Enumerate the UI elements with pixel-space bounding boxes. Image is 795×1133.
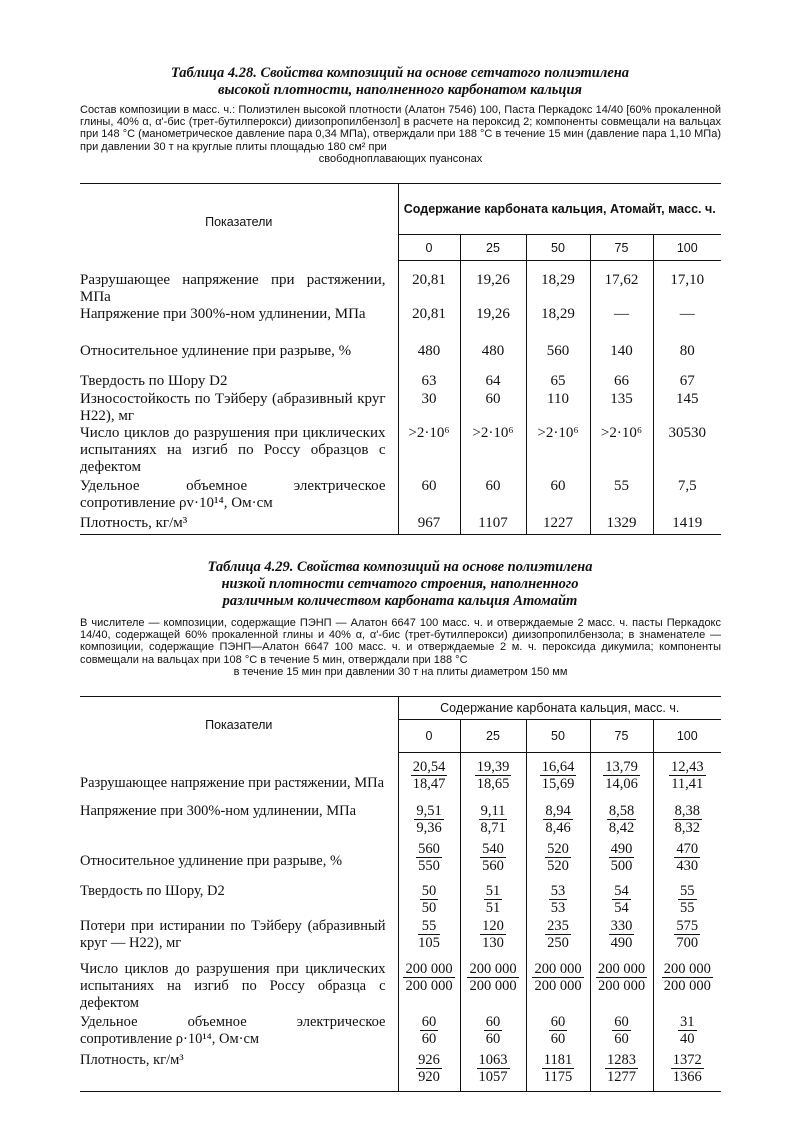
table1-cell: 60 (526, 478, 590, 515)
table1-cell: — (653, 306, 721, 343)
table1-cell: 18,29 (526, 306, 590, 343)
table2-numerator: 520 (547, 840, 569, 857)
table1-body (80, 261, 721, 535)
table2-denominator: 500 (610, 857, 633, 874)
table2-header-group: Содержание карбоната кальция, масс. ч. (398, 697, 721, 720)
table1-cell: 145 (653, 391, 721, 425)
table2-numerator: 235 (547, 917, 569, 934)
table2-numerator: 1181 (543, 1051, 573, 1068)
table1-cell: 1107 (460, 515, 526, 535)
table2-numerator: 575 (676, 917, 699, 934)
table2-cell (460, 883, 526, 918)
table2-note-last: в течение 15 мин при давлении 30 т на плиты диаметром 150 мм (233, 665, 568, 678)
table1-cell: 60 (460, 478, 526, 515)
table1-caption-line1: Таблица 4.28. Свойства композиций на основе сетчатого полиэтилена (170, 65, 630, 81)
table2-denominator: 200 000 (534, 977, 582, 994)
table2-cell (398, 1014, 460, 1052)
table1-cell: 140 (590, 343, 653, 373)
table2-numerator: 20,54 (412, 759, 446, 775)
table2-row-label: Разрушающее напряжение при растяжении, МПа (80, 753, 398, 803)
table2-numerator: 330 (610, 917, 633, 934)
table2-fraction (678, 1014, 697, 1047)
table2-fraction (540, 759, 577, 792)
table2-conc-2: 50 (526, 720, 590, 753)
table2-denominator: 920 (418, 1068, 440, 1085)
table2-denominator: 11,41 (671, 776, 704, 792)
table1-cell: 30530 (653, 425, 721, 478)
table2-row (80, 1052, 721, 1092)
table2-cell (460, 753, 526, 803)
table2-fraction (662, 961, 713, 994)
table2-cell (590, 1052, 653, 1092)
table2-fraction (612, 1014, 631, 1047)
table2-fraction (543, 803, 572, 836)
table2-numerator: 60 (550, 1013, 566, 1030)
table2-numerator: 8,94 (545, 802, 571, 819)
table1-row-label: Относительное удлинение при разрыве, % (80, 343, 398, 373)
table2-denominator: 200 000 (469, 977, 517, 994)
table1-cell: 64 (460, 373, 526, 391)
table2-denominator: 51 (485, 899, 501, 916)
table2-fraction (605, 1052, 638, 1085)
table2-cell (590, 918, 653, 961)
table1-row (80, 343, 721, 373)
table2-numerator: 560 (418, 840, 440, 857)
table2-denominator: 8,46 (545, 819, 571, 836)
table2-caption (80, 559, 720, 610)
table2-cell (653, 1052, 721, 1092)
table2-cell (653, 961, 721, 1014)
table2-conc-3: 75 (590, 720, 653, 753)
table2-numerator: 1063 (478, 1051, 508, 1068)
table1-conc-1: 25 (460, 235, 526, 261)
table2-denominator: 250 (547, 934, 569, 951)
table1-cell: >2·10⁶ (460, 425, 526, 478)
table2-denominator: 200 000 (405, 977, 453, 994)
table2-fraction (477, 1052, 510, 1085)
table2-fraction (609, 918, 635, 951)
table2-denominator: 520 (547, 857, 569, 874)
table2-header-indicators: Показатели (80, 697, 398, 753)
table2-denominator: 1057 (478, 1068, 508, 1085)
table2-fraction (416, 1052, 442, 1085)
table2-row-label: Напряжение при 300%-ном удлинении, МПа (80, 803, 398, 841)
table2-denominator: 490 (610, 934, 633, 951)
table2-note (80, 617, 721, 678)
table1-cell: 1329 (590, 515, 653, 535)
table1-conc-3: 75 (590, 235, 653, 261)
table1-note-last: свободноплавающих пуансонах (318, 152, 483, 165)
table1-row-label: Удельное объемное электрическое сопротивление ρv·10¹⁴, Ом·см (80, 478, 398, 515)
table1-cell: — (590, 306, 653, 343)
table2-numerator: 200 000 (469, 960, 517, 977)
table2-conc-0: 0 (398, 720, 460, 753)
table2-cell (526, 883, 590, 918)
table1-cell: 65 (526, 373, 590, 391)
table1-cell: 1227 (526, 515, 590, 535)
table1-cell: 17,10 (653, 261, 721, 306)
table2-fraction (542, 1052, 574, 1085)
table1-cell: 19,26 (460, 306, 526, 343)
table2-fraction (673, 803, 702, 836)
table2-fraction (411, 759, 448, 792)
table2-cell (526, 961, 590, 1014)
table1-cell: 67 (653, 373, 721, 391)
table2-cell (398, 803, 460, 841)
table2-fraction (420, 1014, 439, 1047)
table1-cell: 60 (460, 391, 526, 425)
table2-fraction (674, 918, 700, 951)
table2-fraction (669, 759, 706, 792)
table2-denominator: 18,47 (412, 776, 446, 792)
table2-cell (590, 841, 653, 883)
table1-cell: 18,29 (526, 261, 590, 306)
table2-denominator: 18,65 (476, 776, 510, 792)
table2-numerator: 9,11 (480, 802, 506, 819)
table2-numerator: 490 (610, 840, 633, 857)
table2-denominator: 60 (550, 1030, 566, 1047)
table1-cell: 135 (590, 391, 653, 425)
table1-conc-2: 50 (526, 235, 590, 261)
table2-cell (590, 803, 653, 841)
table2-numerator: 470 (676, 840, 699, 857)
table2-numerator: 54 (614, 882, 629, 899)
table1-cell: 20,81 (412, 272, 446, 288)
table2-denominator: 200 000 (663, 977, 711, 994)
table2-denominator: 430 (676, 857, 699, 874)
table2-caption-line1: Таблица 4.29. Свойства композиций на основе полиэтилена (207, 559, 593, 575)
table2-fraction (549, 883, 568, 916)
table2-numerator: 12,43 (670, 759, 704, 775)
table2-denominator: 53 (550, 899, 566, 916)
table2-row (80, 961, 721, 1014)
table2-numerator: 19,39 (476, 759, 510, 775)
table2-fraction (609, 841, 635, 874)
table1-row-label: Износостойкость по Тэйберу (абразивный круг Н22), мг (80, 391, 398, 425)
table2-denominator: 60 (614, 1030, 629, 1047)
table1-cell: 7,5 (653, 478, 721, 515)
table2-cell (398, 961, 460, 1014)
table1-header-indicators: Показатели (80, 184, 398, 261)
table2-numerator: 31 (680, 1013, 695, 1030)
table1-row-label: Напряжение при 300%-ном удлинении, МПа (80, 306, 398, 343)
table2-numerator: 53 (550, 882, 566, 899)
table2-fraction (671, 1052, 704, 1085)
table2-denominator: 15,69 (541, 776, 575, 792)
table2-denominator: 60 (485, 1030, 501, 1047)
table2-numerator: 1283 (607, 1051, 636, 1068)
table2-fraction (484, 883, 503, 916)
table2-row (80, 883, 721, 918)
table2-cell (398, 918, 460, 961)
table2-conc-1: 25 (460, 720, 526, 753)
table2-cell (590, 961, 653, 1014)
table2-fraction (479, 803, 508, 836)
table2-fraction (418, 918, 440, 951)
table2-cell (590, 883, 653, 918)
table2-denominator: 50 (421, 899, 437, 916)
table2-cell (398, 883, 460, 918)
table2-caption-line2: низкой плотности сетчатого строения, наполненного (221, 576, 579, 592)
table2-cell (398, 841, 460, 883)
table2-cell (653, 753, 721, 803)
table2-numerator: 55 (680, 882, 695, 899)
table2-denominator: 1175 (543, 1068, 573, 1085)
table2-cell (460, 1014, 526, 1052)
table2-cell (460, 1052, 526, 1092)
table2-cell (460, 803, 526, 841)
table2-fraction (403, 961, 454, 994)
table2-denominator: 8,71 (480, 819, 506, 836)
table2-numerator: 60 (485, 1013, 501, 1030)
table1-cell: 19,26 (460, 261, 526, 306)
table2-numerator: 926 (418, 1051, 440, 1068)
table2-caption-line3: различным количеством карбоната кальция Атомайт (222, 593, 578, 609)
table1-cell: 30 (421, 390, 437, 407)
table2-denominator: 105 (418, 934, 440, 951)
table2-numerator: 8,38 (674, 802, 700, 819)
table2-denominator: 1366 (672, 1068, 702, 1085)
table1-row-label: Твердость по Шору D2 (80, 373, 398, 391)
table2-numerator: 200 000 (597, 960, 646, 977)
table2-row-label: Потери при истирании по Тэйберу (абразивный круг — Н22), мг (80, 918, 398, 961)
table1-cell: 1419 (653, 515, 721, 535)
table1-note-text: Состав композиции в масс. ч.: Полиэтилен высокой плотности (Алатон 7546) 100, Паста Перкадокс 14/40 [60% прокаленной глины, 40% α, α'-бис (трет-бутилперокси) диизопропилбензол] в расчете на пероксид 2; компоненты совмещали на вальцах при 148 °С (манометрическое давление пара 0,34 МПа), отверждали при 188 °С в течение 15 мин (давление пара 1,10 МПа) при давлении 30 т на круглые плиты площадью 180 см² при (80, 104, 721, 153)
table2-fraction (467, 961, 518, 994)
table2-denominator: 40 (680, 1030, 695, 1047)
table2-denominator: 55 (680, 899, 695, 916)
table2-fraction (549, 1014, 568, 1047)
table2-numerator: 9,51 (416, 802, 442, 819)
table2-denominator: 14,06 (605, 776, 638, 792)
table2-cell (460, 841, 526, 883)
table2-denominator: 8,42 (608, 819, 635, 836)
table1-note (80, 104, 721, 165)
table2-fraction (674, 841, 700, 874)
table2-cell (590, 753, 653, 803)
table1-caption (80, 65, 720, 99)
table1-cell: 560 (526, 343, 590, 373)
table2-numerator: 55 (418, 918, 440, 935)
table1-cell: >2·10⁶ (408, 424, 450, 441)
table1-cell: 17,62 (590, 261, 653, 306)
table2-fraction (420, 883, 439, 916)
table2-cell (653, 883, 721, 918)
table2-fraction (612, 883, 631, 916)
table2-denominator: 550 (418, 857, 440, 874)
table2-row (80, 1014, 721, 1052)
table2-fraction (545, 841, 571, 874)
table2-cell (398, 753, 460, 803)
table1-row (80, 306, 721, 343)
table2-fraction (532, 961, 583, 994)
table2-row-label: Плотность, кг/м³ (80, 1052, 398, 1092)
table1-cell: 80 (653, 343, 721, 373)
table2-cell (590, 1014, 653, 1052)
table2-cell (398, 1052, 460, 1092)
table1-row-label: Разрушающее напряжение при растяжении, МПа (80, 261, 398, 306)
table2-cell (526, 753, 590, 803)
table2-numerator: 200 000 (405, 960, 453, 977)
table2-denominator: 1277 (607, 1068, 636, 1085)
table2-numerator: 200 000 (663, 960, 711, 977)
table1-caption-line2: высокой плотности, наполненного карбонатом кальция (217, 82, 583, 98)
table2-cell (526, 803, 590, 841)
table2-row-label: Относительное удлинение при разрыве, % (80, 841, 398, 883)
table1-cell: 20,81 (412, 305, 446, 322)
table2-cell (460, 918, 526, 961)
table1-row (80, 261, 721, 306)
table1-row (80, 391, 721, 425)
table2-numerator: 200 000 (534, 960, 582, 977)
table2-denominator: 560 (482, 857, 504, 874)
table1-cell: 55 (590, 478, 653, 515)
table2-numerator: 1372 (672, 1051, 702, 1068)
table2-denominator: 8,32 (674, 819, 700, 836)
table2-cell (653, 803, 721, 841)
table2-fraction (484, 1014, 503, 1047)
table2-cell (526, 1052, 590, 1092)
table2-row (80, 918, 721, 961)
table1-cell: 110 (526, 391, 590, 425)
table2-numerator: 51 (485, 882, 501, 899)
table2-note-text: В числителе — композиции, содержащие ПЭНП — Алатон 6647 100 масс. ч. и отверждаемые 2 масс. ч. пасты Перкадокс 14/40, содержащей 60% прокаленной глины и 40% α, α'-бис (трет-бутилперокси) диизопропилбензола; в знаменателе — композиции, содержащие ПЭНП—Алатон 6647 100 масс. ч. и отверждаемые 2 м. ч. пероксида дикумила; компоненты совмещали на вальцах при 108 °С в течение 5 мин, отверждали при 188 °С (80, 617, 721, 666)
table2-fraction (678, 883, 697, 916)
table1-cell: 60 (421, 477, 437, 494)
table1-row (80, 373, 721, 391)
table2-cell (653, 1014, 721, 1052)
table2-numerator: 13,79 (605, 759, 638, 775)
table2-row-label: Число циклов до разрушения при циклических испытаниях на изгиб по Россу образца с дефектом (80, 961, 398, 1014)
table2-fraction (480, 841, 506, 874)
table1-cell: 66 (590, 373, 653, 391)
table2-denominator: 9,36 (416, 819, 442, 836)
table1-cell: >2·10⁶ (526, 425, 590, 478)
table2-numerator: 120 (482, 917, 504, 934)
table1-row-label: Число циклов до разрушения при циклических испытаниях на изгиб по Россу образцов с дефектом (80, 425, 398, 478)
table2-conc-4: 100 (653, 720, 721, 753)
table1-conc-4: 100 (653, 235, 721, 261)
table1-cell: 967 (417, 514, 441, 531)
table2-row-label: Удельное объемное электрическое сопротивление ρ·10¹⁴, Ом·см (80, 1014, 398, 1052)
table2-cell (653, 918, 721, 961)
table2-cell (526, 918, 590, 961)
table2-denominator: 200 000 (597, 977, 646, 994)
table2-denominator: 60 (421, 1030, 437, 1047)
table1-cell: 63 (421, 372, 437, 389)
table2 (80, 696, 721, 1092)
table2-numerator: 60 (421, 1013, 437, 1030)
table1-cell: 480 (460, 343, 526, 373)
table2-fraction (545, 918, 571, 951)
table2-row (80, 753, 721, 803)
table1 (80, 183, 721, 535)
table2-numerator: 8,58 (608, 802, 635, 819)
table2-row (80, 841, 721, 883)
table2-fraction (416, 841, 442, 874)
table2-row (80, 803, 721, 841)
table2-numerator: 540 (482, 840, 504, 857)
table2-fraction (414, 803, 443, 836)
table2-body (80, 753, 721, 1092)
table2-numerator: 50 (421, 882, 437, 899)
table2-fraction (480, 918, 506, 951)
table2-cell (460, 961, 526, 1014)
table2-row-label: Твердость по Шору, D2 (80, 883, 398, 918)
table2-cell (526, 1014, 590, 1052)
table2-numerator: 60 (614, 1013, 629, 1030)
table1-header-group: Содержание карбоната кальция, Атомайт, масс. ч. (403, 202, 716, 216)
table2-denominator: 54 (614, 899, 629, 916)
table1-row (80, 515, 721, 535)
table1-cell: 480 (417, 342, 441, 359)
table2-fraction (607, 803, 636, 836)
table2-denominator: 700 (676, 934, 699, 951)
table1-row (80, 478, 721, 515)
table2-denominator: 130 (482, 934, 504, 951)
table1-row-label: Плотность, кг/м³ (80, 515, 398, 535)
table1-cell: >2·10⁶ (590, 425, 653, 478)
table2-fraction (475, 759, 512, 792)
table2-fraction (596, 961, 647, 994)
table1-row (80, 425, 721, 478)
table2-numerator: 16,64 (541, 759, 575, 775)
table2-cell (653, 841, 721, 883)
table2-fraction (603, 759, 640, 792)
table1-conc-0: 0 (398, 235, 460, 261)
table2-cell (526, 841, 590, 883)
